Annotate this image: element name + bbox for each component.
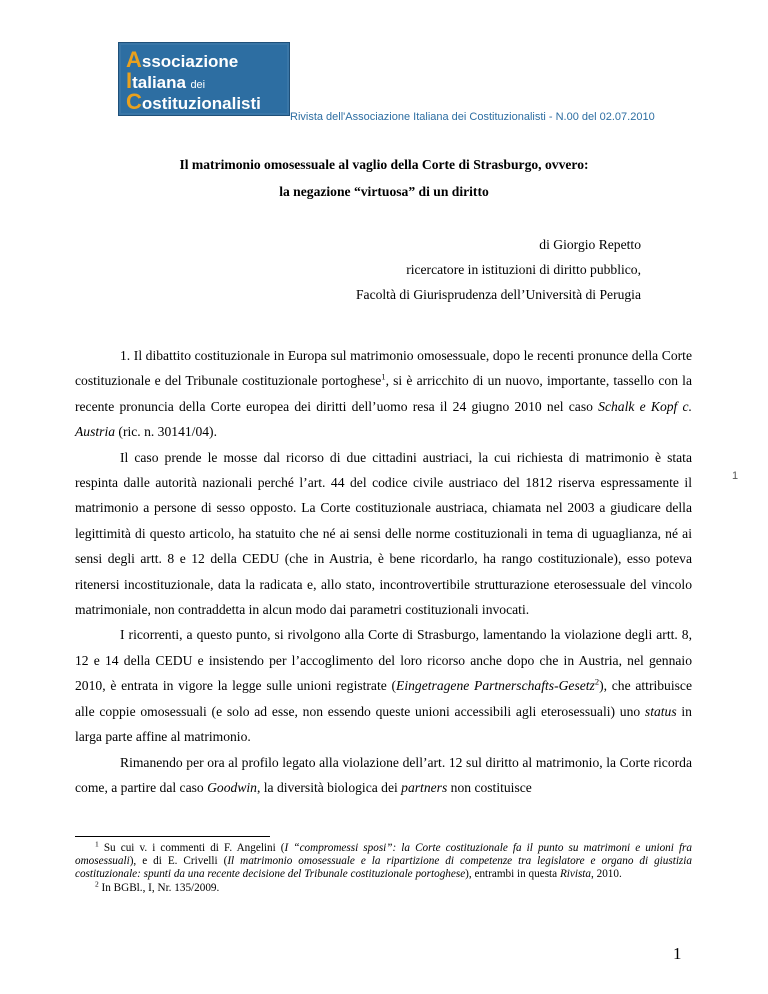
logo-line-italiana: Italiana dei (126, 68, 206, 93)
footnote-1: $^1$ Su cui v. i commenti di F. Angelini (I “compromessi sposi”: la Corte costituzionale fa il punto su matrimoni e unioni fra omosessuali), e di E. Crivelli (Il matrimonio omosessuale e la ripartizione di competenze tra legislatore e organo di giustizia costituzionale: spunti da una recente decisione del Tribunale costituzionale portoghese), entrambi in questa Rivista, 2010. (75, 839, 693, 881)
article-title-line-1: Il matrimonio omosessuale al vaglio della Corte di Strasburgo, ovvero: (179, 157, 589, 172)
article-title-line-2: la negazione “virtuosa” di un diritto (279, 184, 489, 199)
side-page-number: 1 (732, 470, 739, 482)
footnotes (75, 839, 693, 895)
footnote-separator (75, 836, 270, 837)
case-name: Schalk e Kopf c. Austria (75, 398, 692, 440)
footnote-2: $^2$ In BGBl., I, Nr. 135/2009. (95, 878, 220, 894)
law-name: Eingetragene Partnerschafts-Gesetz (396, 678, 595, 694)
author-affiliation: Facoltà di Giurisprudenza dell’Università di Perugia (355, 287, 641, 302)
logo-line-associazione: Associazione (126, 47, 239, 72)
page-number: 1 (673, 944, 682, 963)
paragraph-2: Il caso prende le mosse dal ricorso di due cittadini austriaci, la cui richiesta di matrimonio è stata respinta dalle autorità nazionali perché l’art. 44 del codice civile austriaco del 1812 riserva espressamente il matrimonio a persone di sesso opposto. La Corte costituzionale austriaca, chiamata nel 2003 a giudicare della legittimità di questo articolo, ha statuito che né ai sensi delle norme costituzionali in tema di uguaglianza, né ai sensi degli artt. 8 e 12 della CEDU (che in Austria, è bene ricordarlo, ha rango costituzionale), esso poteva ritenersi incostituzionale, data la radicata e, allo stato, incontrovertibile strutturazione eterosessuale del vincolo matrimoniale, non contraddetta in alcun modo dai parametri costituzionali invocati. (75, 449, 692, 618)
logo-line-costituzionalisti: Costituzionalisti (126, 89, 261, 114)
author-name: di Giorgio Repetto (539, 237, 641, 252)
footnote-ref-2[interactable]: 2 (594, 676, 600, 687)
author-role: ricercatore in istituzioni di diritto pubblico, (406, 262, 641, 277)
paragraph-1: 1. Il dibattito costituzionale in Europa sul matrimonio omosessuale, dopo le recenti pronunce della Corte costituzionale e del Tribunale costituzionale portoghese$^1$, si è arricchito di un nuovo, importante, tassello con la recente pronuncia della Corte europea dei diritti dell’uomo resa il 24 giugno 2010 nel caso Schalk e Kopf c. Austria (ric. n. 30141/04). (75, 348, 692, 440)
article-body (75, 343, 692, 800)
paragraph-4: Rimanendo per ora al profilo legato alla violazione dell’art. 12 sul diritto al matrimonio, la Corte ricorda come, a partire dal caso Goodwin, la diversità biologica dei partners non costituisce (75, 754, 692, 795)
footnote-ref-1[interactable]: 1 (381, 371, 386, 382)
paragraph-3: I ricorrenti, a questo punto, si rivolgono alla Corte di Strasburgo, lamentando la violazione degli artt. 8, 12 e 14 della CEDU e insistendo per l’accoglimento del loro ricorso anche dopo che in Austria, nel gennaio 2010, è entrata in vigore la legge sulle unioni registrate (Eingetragene Partnerschafts-Gesetz$^2$), che attribuisce alle coppie omosessuali (e solo ad esse, non essendo queste unioni accessibili agli eterosessuali) uno status in larga parte affine al matrimonio. (75, 627, 692, 745)
association-logo (118, 42, 290, 116)
journal-reference: Rivista dell'Associazione Italiana dei Costituzionalisti - N.00 del 02.07.2010 (290, 111, 655, 123)
